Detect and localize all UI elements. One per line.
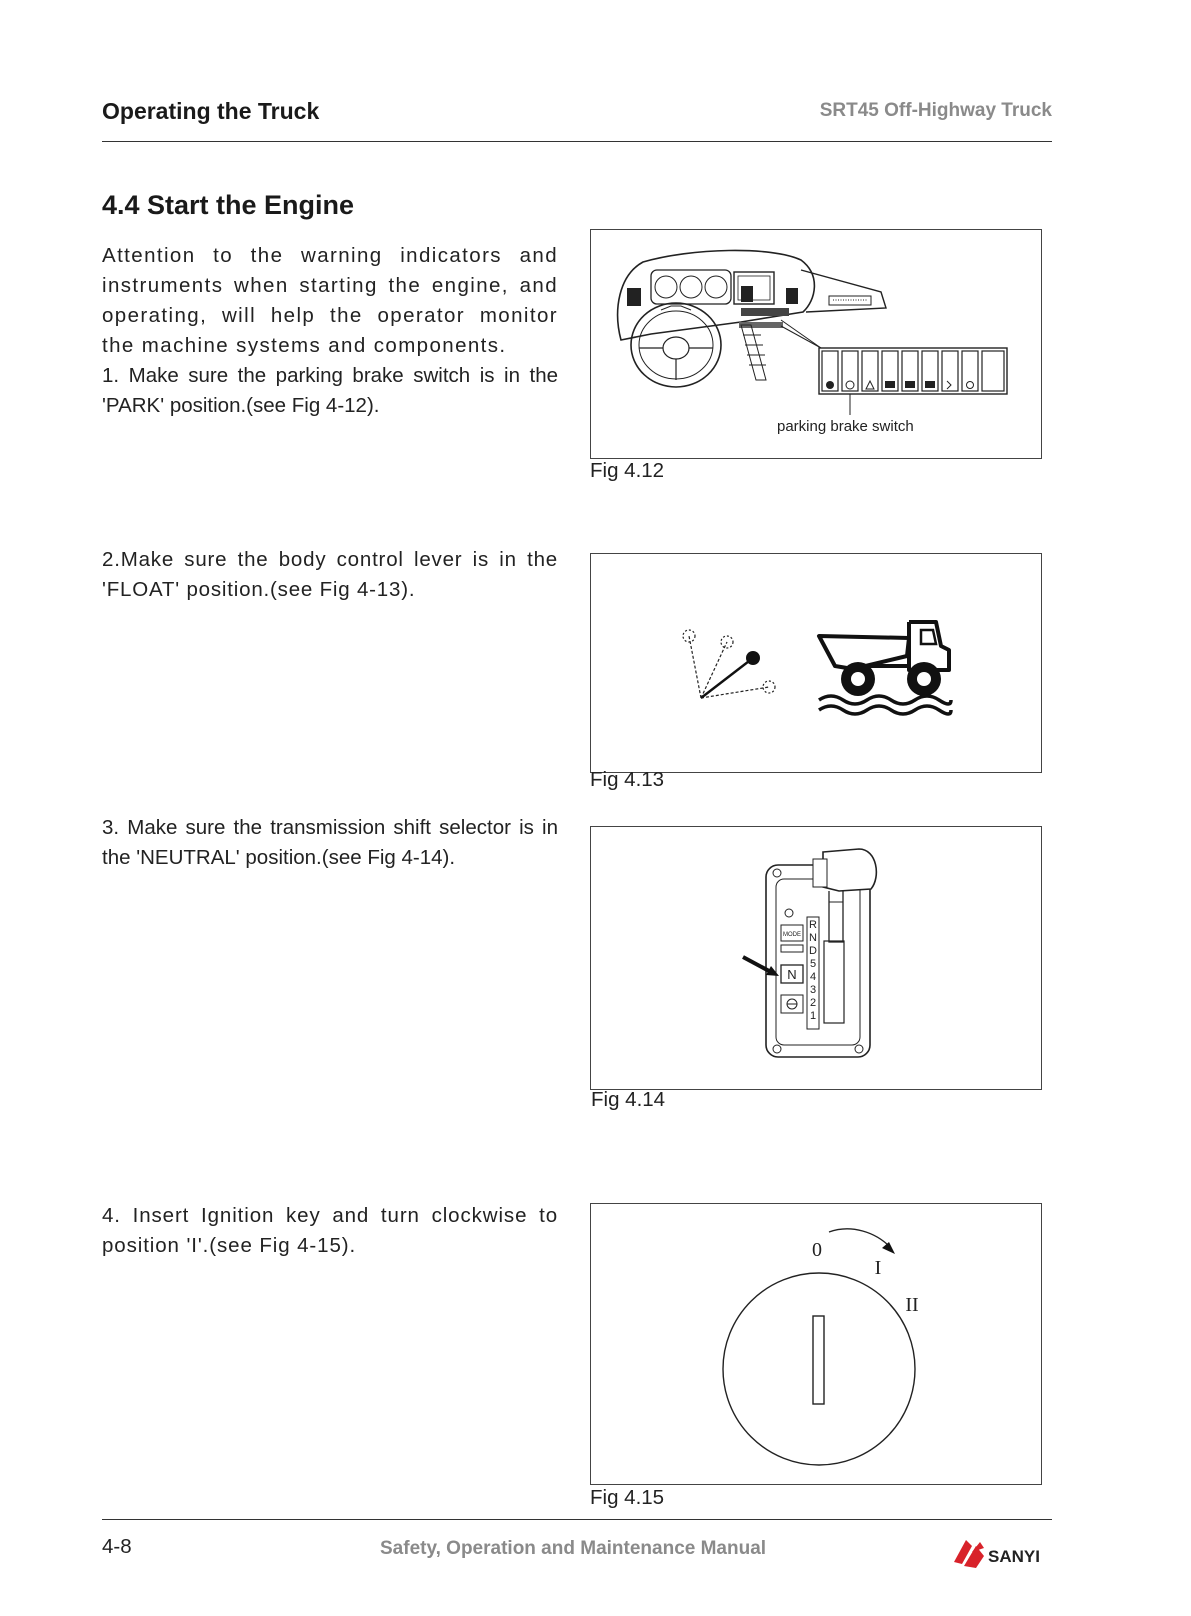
shift-selector-illustration xyxy=(591,827,1041,1089)
product-name: SRT45 Off-Highway Truck xyxy=(819,100,1052,121)
position-0-label: 0 xyxy=(812,1239,822,1261)
gear-label: 2 xyxy=(809,997,817,1009)
position-1-label: I xyxy=(874,1257,882,1279)
figure-4-14-caption: Fig 4.14 xyxy=(591,1088,666,1111)
gear-label: 4 xyxy=(809,971,817,983)
parking-brake-label: parking brake switch xyxy=(777,418,914,435)
figure-4-15 xyxy=(590,1203,1042,1485)
figure-4-13-caption: Fig 4.13 xyxy=(590,768,665,791)
intro-block xyxy=(102,241,558,421)
gear-label: 1 xyxy=(809,1010,817,1022)
chapter-title: Operating the Truck xyxy=(102,98,320,124)
figure-4-14 xyxy=(590,826,1042,1090)
gear-label: R xyxy=(809,919,817,931)
figure-4-13 xyxy=(590,553,1042,773)
step-4-text: 4. Insert Ignition key and turn clockwise to position 'I'.(see Fig 4-15). xyxy=(102,1204,558,1257)
sanyi-logo-icon xyxy=(950,1534,1054,1574)
mode-button-label: MODE xyxy=(783,932,801,938)
step-3-text: 3. Make sure the transmission shift selector is in the 'NEUTRAL' position.(see Fig 4-14). xyxy=(102,816,558,869)
gear-label: 5 xyxy=(809,958,817,970)
gear-label: D xyxy=(809,945,817,957)
section-title: 4.4 Start the Engine xyxy=(102,190,355,220)
manual-title: Safety, Operation and Maintenance Manual xyxy=(380,1538,767,1559)
step-2-text: 2.Make sure the body control lever is in the 'FLOAT' position.(see Fig 4-13). xyxy=(102,548,558,601)
footer-divider xyxy=(102,1519,1052,1520)
intro-paragraph: Attention to the warning indicators and instruments when starting the engine, and operating, will help the operator monitor the machine systems and components. xyxy=(102,244,558,357)
figure-4-12 xyxy=(590,229,1042,459)
header-divider xyxy=(102,141,1052,142)
figure-4-12-caption: Fig 4.12 xyxy=(590,459,665,482)
brand-logo xyxy=(950,1534,1054,1574)
ignition-switch-illustration xyxy=(591,1204,1041,1484)
dashboard-illustration xyxy=(591,230,1041,458)
page-number: 4-8 xyxy=(102,1535,132,1558)
step-1-text: 1. Make sure the parking brake switch is in the 'PARK' position.(see Fig 4-12). xyxy=(102,364,558,417)
gear-label: N xyxy=(809,932,817,944)
figure-4-15-caption: Fig 4.15 xyxy=(590,1486,665,1509)
position-2-label: II xyxy=(905,1294,919,1316)
float-lever-illustration xyxy=(591,554,1041,772)
neutral-button-label: N xyxy=(787,967,797,982)
gear-label: 3 xyxy=(809,984,817,996)
brand-name: SANYI xyxy=(988,1547,1040,1566)
